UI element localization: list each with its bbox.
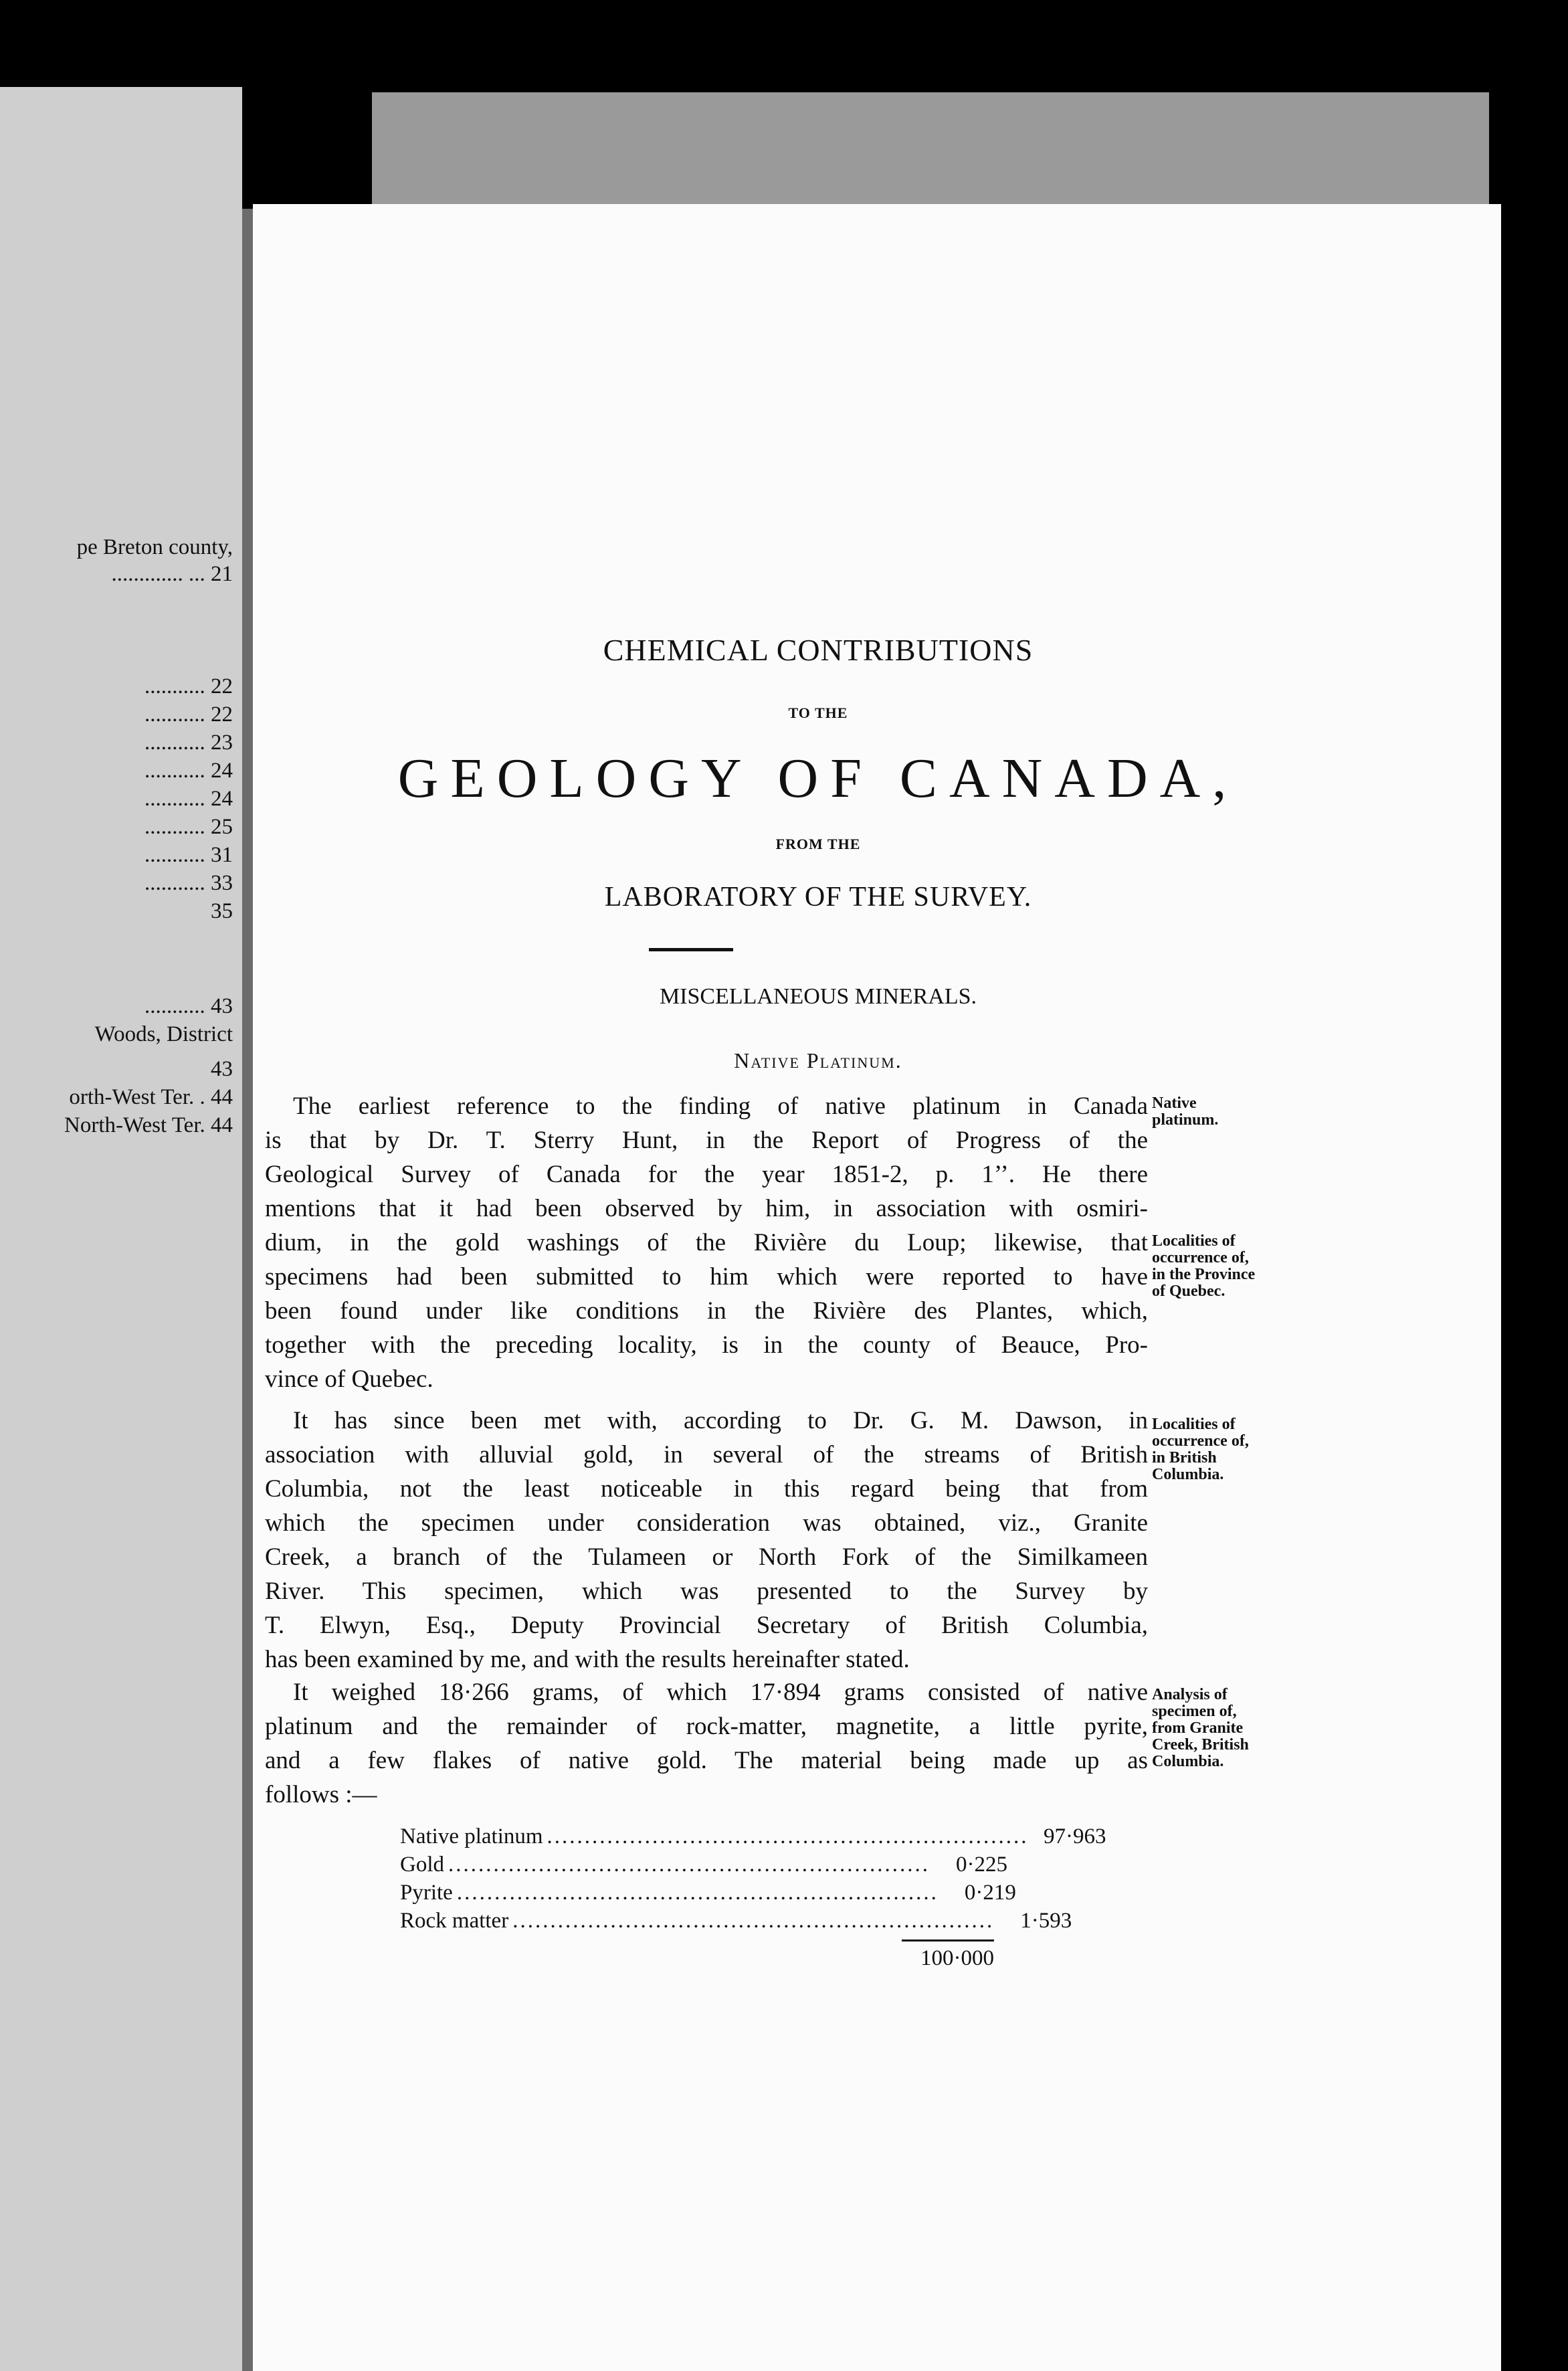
heading-laboratory: LABORATORY OF THE SURVEY. [604,882,1032,913]
margin-note-line: specimen of, [1152,1703,1237,1720]
toc-line: ........... 22 [144,702,233,727]
text-line: has been examined by me, and with the results hereinafter stated. [265,1646,910,1673]
text-line: It has since been met with, according to Dr. G. M. Dawson, in [293,1407,1148,1434]
toc-line: ........... 25 [144,815,233,839]
margin-note-line: in the Province [1152,1266,1256,1283]
toc-line: 43 [211,1057,233,1081]
toc-line: ........... 31 [144,843,233,867]
margin-note-line: occurrence of, [1152,1249,1249,1266]
margin-note [1152,1416,1249,1483]
toc-line: ............. ... 21 [111,562,233,586]
text-line: been found under like conditions in the Rivière des Plantes, which, [265,1297,1148,1325]
margin-note-line: from Granite [1152,1719,1244,1737]
toc-line: ........... 24 [144,787,233,811]
leader-dots: ................................................................ [448,1853,930,1877]
margin-note-line: Columbia. [1152,1466,1224,1483]
toc-line: ........... 33 [144,871,233,895]
toc-line: orth-West Ter. . 44 [69,1085,233,1109]
table-row-value: 0·225 [956,1853,1007,1877]
toc-line: pe Breton county, [76,535,233,559]
heading-to-the: TO THE [788,704,848,721]
table-row [400,1853,1007,1877]
table-row-label: Gold [400,1853,444,1877]
table-row-value: 1·593 [1020,1909,1072,1933]
margin-note-line: Localities of [1152,1232,1236,1250]
section-heading: MISCELLANEOUS MINERALS. [659,984,977,1009]
table-total: 100·000 [920,1946,994,1970]
margin-note [1152,1233,1255,1300]
subsection-heading: Native Platinum. [734,1048,902,1072]
table-row-value: 97·963 [1044,1824,1106,1848]
background-strip [372,92,1489,213]
toc-line: Woods, District [94,1022,233,1046]
margin-note-line: platinum. [1152,1111,1219,1129]
table-row [400,1909,1072,1933]
text-line: and a few flakes of native gold. The material being made up as [265,1747,1148,1774]
toc-line: ........... 24 [144,759,233,783]
margin-note-line: Creek, British [1152,1736,1249,1753]
toc-line: ........... 43 [144,994,233,1018]
right-page [253,204,1501,2371]
text-line: vince of Quebec. [265,1365,433,1393]
title-rule [649,948,733,951]
text-line: association with alluvial gold, in several of the streams of British [265,1441,1148,1468]
sum-rule [902,1939,994,1941]
toc-line: North-West Ter. 44 [64,1113,233,1137]
text-line: Geological Survey of Canada for the year 1851-2, p. 1’’. He there [265,1161,1148,1188]
heading-from-the: FROM THE [775,836,861,852]
heading-geology-of-canada: GEOLOGY OF CANADA, [397,747,1239,810]
text-line: together with the preceding locality, is in the county of Beauce, Pro- [265,1331,1148,1359]
text-line: mentions that it had been observed by him, in association with osmiri- [265,1195,1148,1222]
text-line: which the specimen under consideration was obtained, viz., Granite [265,1509,1148,1537]
margin-note [1152,1687,1249,1770]
margin-note-line: Native [1152,1095,1197,1112]
text-line: Columbia, not the least noticeable in this regard being that from [265,1475,1148,1503]
text-line: platinum and the remainder of rock-matter, magnetite, a little pyrite, [265,1713,1148,1740]
text-line: The earliest reference to the finding of native platinum in Canada [293,1093,1148,1120]
toc-line: ........... 22 [144,674,233,698]
heading-chemical-contributions: CHEMICAL CONTRIBUTIONS [603,633,1034,667]
text-line: T. Elwyn, Esq., Deputy Provincial Secretary of British Columbia, [265,1612,1148,1639]
table-row-value: 0·219 [964,1881,1016,1905]
text-line: specimens had been submitted to him which were reported to have [265,1263,1148,1291]
margin-note-line: in British [1152,1449,1217,1466]
left-page-toc [0,87,242,2371]
text-line: River. This specimen, which was presented to the Survey by [265,1578,1148,1605]
toc-line: 35 [211,899,233,923]
text-line: dium, in the gold washings of the Rivière du Loup; likewise, that [265,1229,1148,1256]
toc-line: ........... 23 [144,731,233,755]
margin-note-line: occurrence of, [1152,1432,1249,1450]
table-row-label: Rock matter [400,1909,509,1933]
table-row-label: Pyrite [400,1881,453,1905]
text-line: is that by Dr. T. Sterry Hunt, in the Report of Progress of the [265,1127,1148,1154]
text-line: follows :— [265,1781,377,1808]
margin-note-line: Localities of [1152,1416,1236,1433]
text-line: Creek, a branch of the Tulameen or North Fork of the Similkameen [265,1543,1148,1571]
leader-dots: ................................................................ [512,1909,995,1933]
margin-note-line: of Quebec. [1152,1283,1226,1300]
table-row [400,1824,1106,1849]
table-row-label: Native platinum [400,1824,543,1848]
leader-dots: ................................................................ [456,1881,939,1905]
text-line: It weighed 18·266 grams, of which 17·894 grams consisted of native [293,1679,1148,1706]
margin-note [1152,1095,1218,1129]
margin-note-line: Analysis of [1152,1686,1228,1703]
table-row [400,1881,1016,1905]
leader-dots: ................................................................ [547,1824,1029,1848]
margin-note-line: Columbia. [1152,1753,1224,1770]
